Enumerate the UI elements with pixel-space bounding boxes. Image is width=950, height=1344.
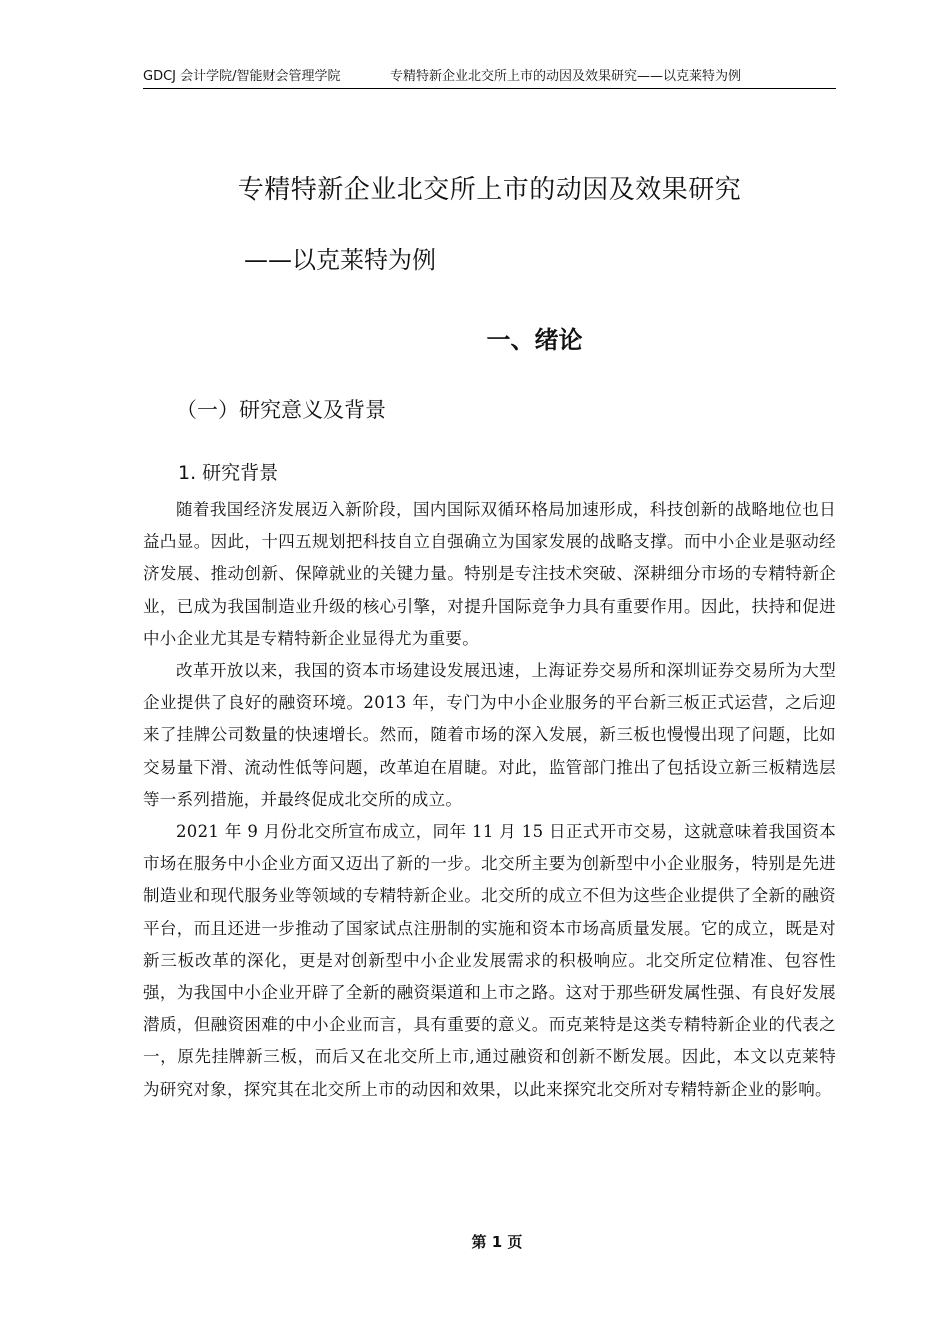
paragraph: 改革开放以来，我国的资本市场建设发展迅速，上海证券交易所和深圳证券交易所为大型企业提供了良好的融资环境。2013 年，专门为中小企业服务的平台新三板正式运营，之后迎来了挂牌公司数量的快速增长。然而，随着市场的深入发展，新三板也慢慢出现了问题，比如交易量下滑、流动性低等问题，改革迫在眉睫。对此，监管部门推出了包括设立新三板精选层等一系列措施，并最终促成北交所的成立。	[143, 661, 836, 809]
paper-title: 专精特新企业北交所上市的动因及效果研究	[237, 175, 742, 205]
paragraph: 随着我国经济发展迈入新阶段，国内国际双循环格局加速形成，科技创新的战略地位也日益凸显。因此，十四五规划把科技自立自强确立为国家发展的战略支撑。而中小企业是驱动经济发展、推动创新、保障就业的关键力量。特别是专注技术突破、深耕细分市场的专精特新企业，已成为我国制造业升级的核心引擎，对提升国际竞争力具有重要作用。因此，扶持和促进中小企业尤其是专精特新企业显得尤为重要。	[143, 500, 836, 648]
header-institution: GDCJ 会计学院/智能财会管理学院	[143, 69, 341, 84]
subsection-heading: 1. 研究背景	[178, 462, 279, 484]
header-paper-title: 专精特新企业北交所上市的动因及效果研究——以克莱特为例	[390, 69, 742, 84]
page-number: 第 1 页	[471, 1233, 523, 1251]
body-text	[143, 494, 836, 1106]
section-heading: （一）研究意义及背景	[176, 398, 386, 422]
paragraph: 2021 年 9 月份北交所宣布成立，同年 11 月 15 日正式开市交易，这就意味着我国资本市场在服务中小企业方面又迈出了新的一步。北交所主要为创新型中小企业服务，特别是先进制造业和现代服务业等领域的专精特新企业。北交所的成立不但为这些企业提供了全新的融资平台，而且还进一步推动了国家试点注册制的实施和资本市场高质量发展。它的成立，既是对新三板改革的深化，更是对创新型中小企业发展需求的积极响应。北交所定位精准、包容性强，为我国中小企业开辟了全新的融资渠道和上市之路。这对于那些研发属性强、有良好发展潜质，但融资困难的中小企业而言，具有重要的意义。而克莱特是这类专精特新企业的代表之一，原先挂牌新三板，而后又在北交所上市,通过融资和创新不断发展。因此，本文以克莱特为研究对象，探究其在北交所上市的动因和效果，以此来探究北交所对专精特新企业的影响。	[143, 822, 836, 1099]
running-header	[143, 66, 836, 89]
chapter-heading: 一、绪论	[486, 326, 583, 354]
paper-subtitle: ——以克莱特为例	[244, 246, 436, 274]
